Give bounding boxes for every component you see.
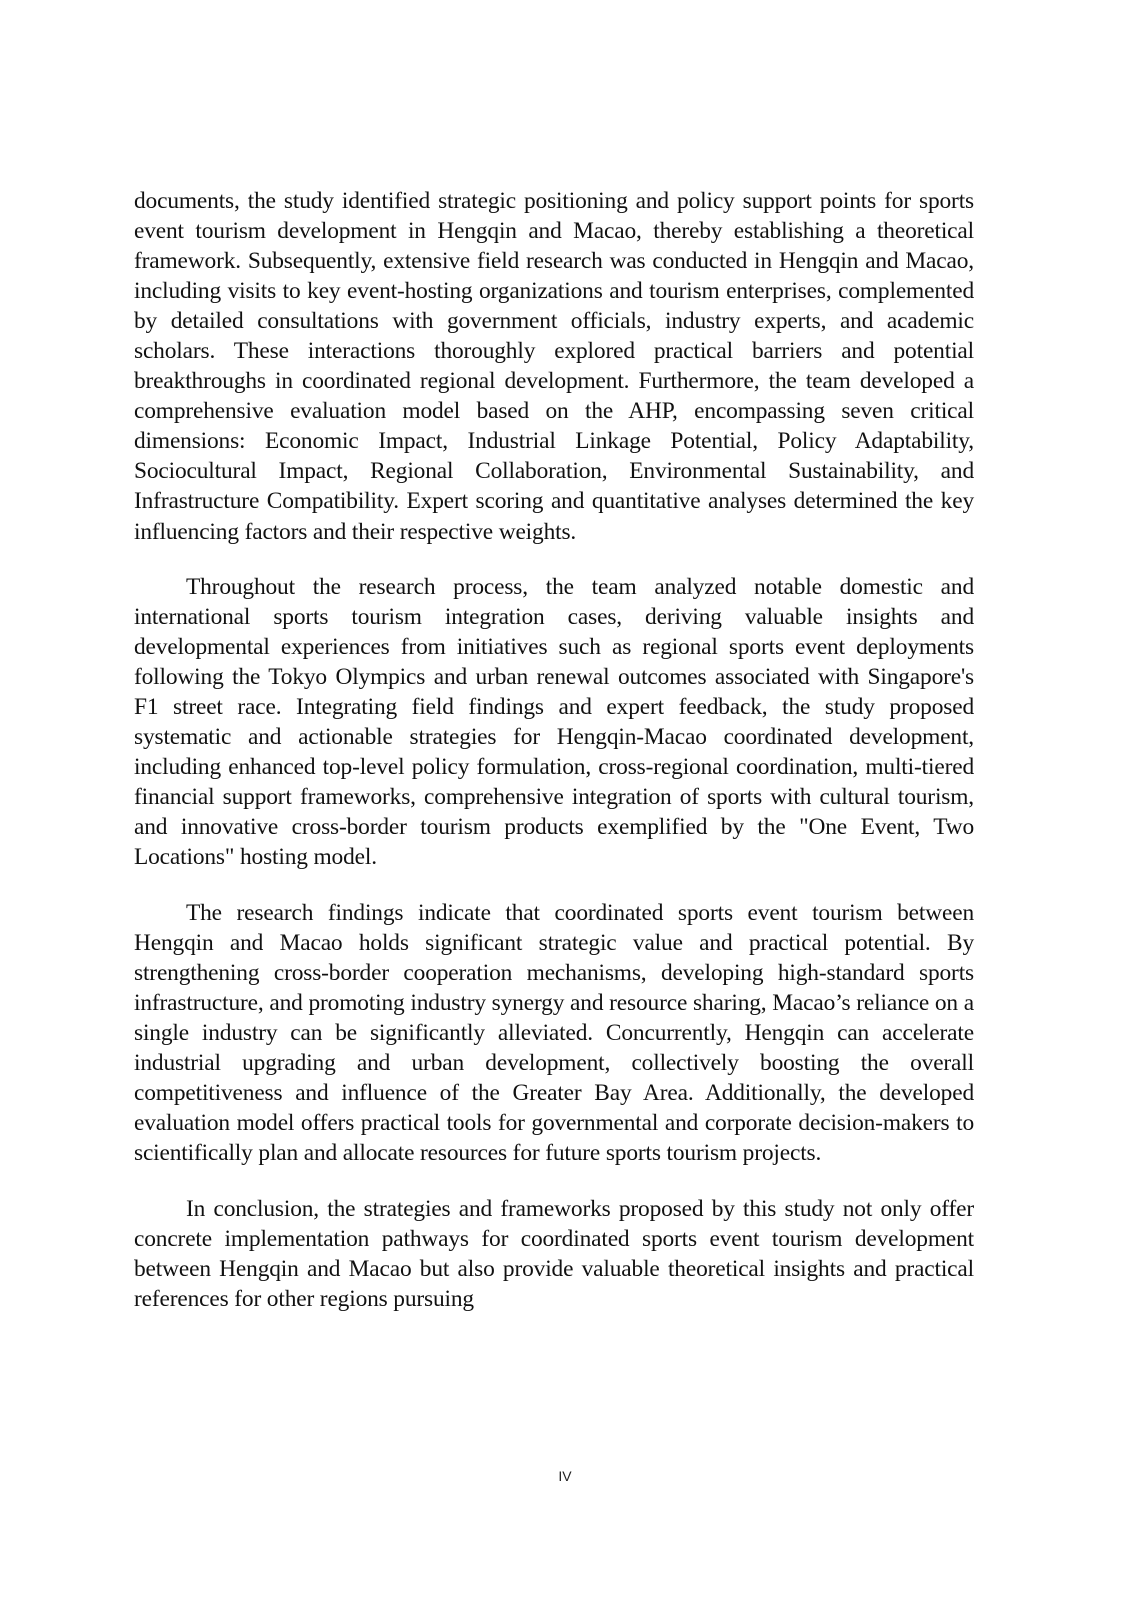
- paragraph-research-findings: The research findings indicate that coordinated sports event tourism between Hengqin and Macao holds significant strategic value and practical potential. By strengthening cross-border cooperation mechanisms, developing high-standard sports infrastructure, and promoting industry synergy and resource sharing, Macao’s reliance on a single industry can be significantly alleviated. Concurrently, Hengqin can accelerate industrial upgrading and urban development, collectively boosting the overall competitiveness and influence of the Greater Bay Area. Additionally, the developed evaluation model offers practical tools for governmental and corporate decision-makers to scientifically plan and allocate resources for future sports tourism projects.: [134, 900, 974, 1167]
- document-body: [134, 186, 974, 1340]
- paragraph-conclusion: In conclusion, the strategies and frameworks proposed by this study not only offer concrete implementation pathways for coordinated sports event tourism development between Hengqin and Macao but also provide valuable theoretical insights and practical references for other regions pursuing: [134, 1195, 974, 1313]
- page-number: IV: [558, 1468, 572, 1484]
- paragraph-continued-methodology: documents, the study identified strategic positioning and policy support points for sports event tourism development in Hengqin and Macao, thereby establishing a theoretical framework. Subsequently, extensive field research was conducted in Hengqin and Macao, including visits to key event-hosting organizations and tourism enterprises, complemented by detailed consultations with government officials, industry experts, and academic scholars. These interactions thoroughly explored practical barriers and potential breakthroughs in coordinated regional development. Furthermore, the team developed a comprehensive evaluation model based on the AHP, encompassing seven critical dimensions: Economic Impact, Industrial Linkage Potential, Policy Adaptability, Sociocultural Impact, Regional Collaboration, Environmental Sustainability, and Infrastructure Compatibility. Expert scoring and quantitative analyses determined the key influencing factors and their respective weights.: [134, 188, 974, 545]
- paragraph-case-analysis: Throughout the research process, the team analyzed notable domestic and international sports tourism integration cases, deriving valuable insights and developmental experiences from initiatives such as regional sports event deployments following the Tokyo Olympics and urban renewal outcomes associated with Singapore's F1 street race. Integrating field findings and expert feedback, the study proposed systematic and actionable strategies for Hengqin-Macao coordinated development, including enhanced top-level policy formulation, cross-regional coordination, multi-tiered financial support frameworks, comprehensive integration of sports with cultural tourism, and innovative cross-border tourism products exemplified by the "One Event, Two Locations" hosting model.: [134, 574, 974, 871]
